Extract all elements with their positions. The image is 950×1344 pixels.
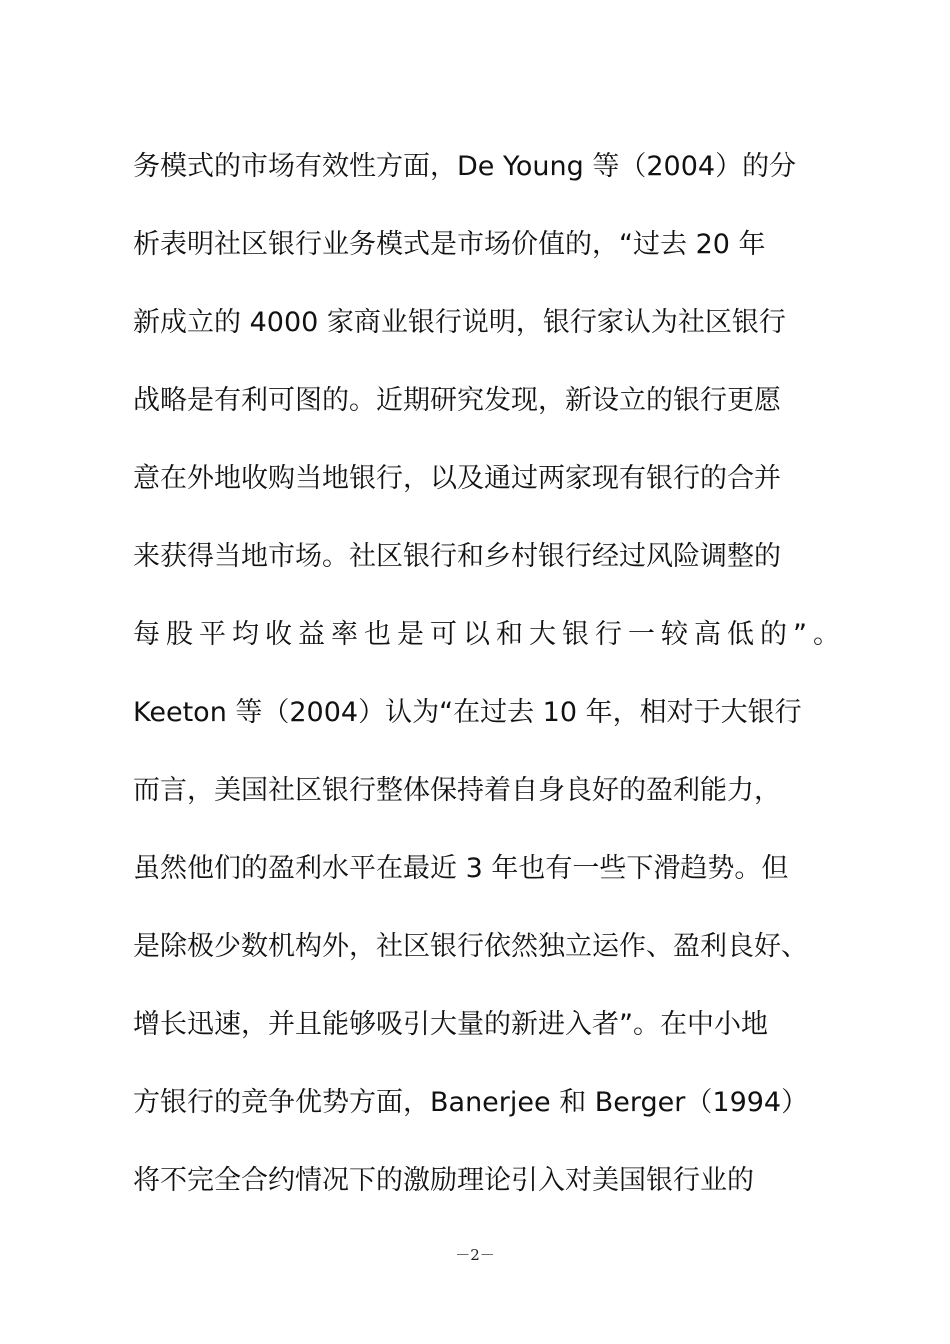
paragraph-line: 方银行的竞争优势方面，Banerjee 和 Berger（1994） (133, 1087, 809, 1118)
paragraph-line: 将不完全合约情况下的激励理论引入对美国银行业的 (133, 1165, 754, 1196)
paragraph-line: 虽然他们的盈利水平在最近 3 年也有一些下滑趋势。但 (133, 853, 789, 884)
page-number: －2－ (455, 1246, 495, 1264)
paragraph-line: 每股平均收益率也是可以和大银行一较高低的”。 (133, 619, 846, 650)
paragraph-line: 增长迅速，并且能够吸引大量的新进入者”。在中小地 (133, 1009, 768, 1040)
paragraph-line: 新成立的 4000 家商业银行说明，银行家认为社区银行 (133, 307, 786, 338)
paragraph-line: 战略是有利可图的。近期研究发现，新设立的银行更愿 (133, 385, 781, 416)
paragraph-line: 析表明社区银行业务模式是市场价值的，“过去 20 年 (133, 229, 766, 260)
paragraph-line: 而言，美国社区银行整体保持着自身良好的盈利能力， (133, 775, 781, 806)
paragraph-line: 务模式的市场有效性方面，De Young 等（2004）的分 (133, 151, 797, 182)
paragraph-line: Keeton 等（2004）认为“在过去 10 年，相对于大银行 (133, 697, 802, 728)
paragraph-line: 是除极少数机构外，社区银行依然独立运作、盈利良好、 (133, 931, 808, 962)
paragraph-line: 意在外地收购当地银行，以及通过两家现有银行的合并 (133, 463, 781, 494)
paragraph-line: 来获得当地市场。社区银行和乡村银行经过风险调整的 (133, 541, 781, 572)
